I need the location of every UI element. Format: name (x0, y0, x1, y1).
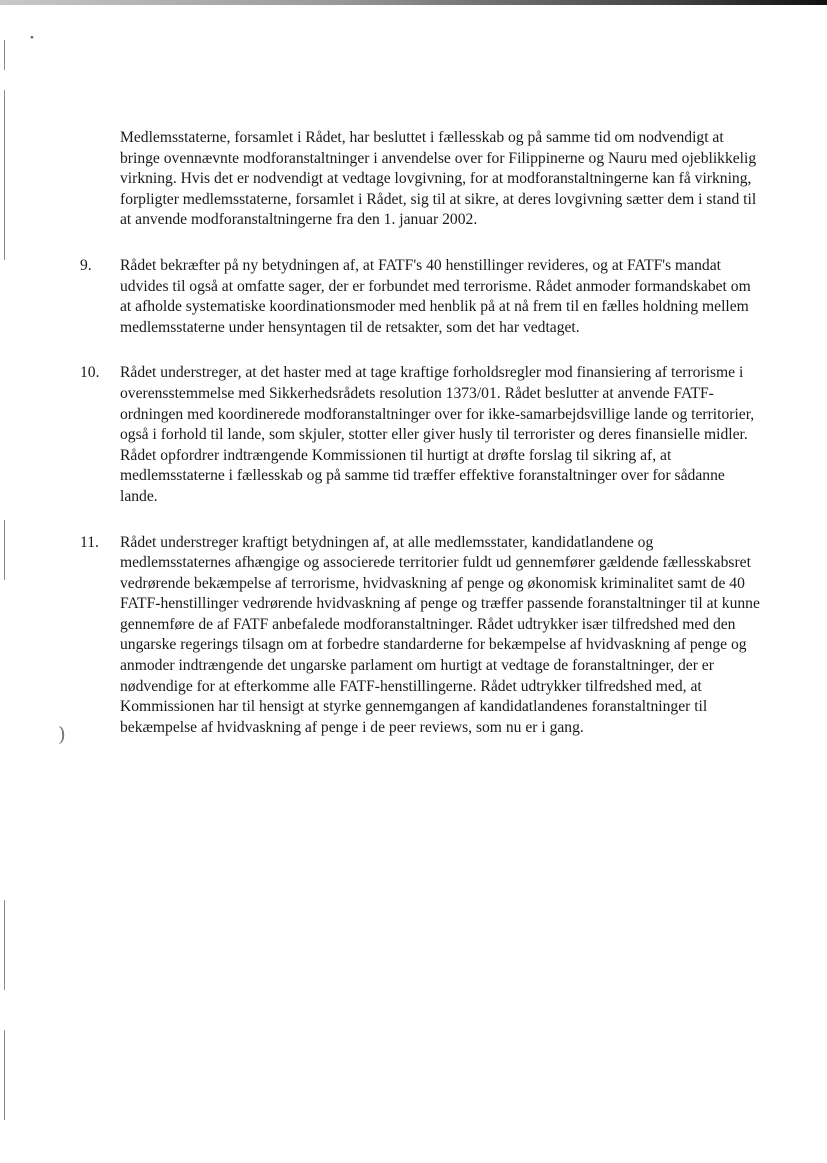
numbered-paragraph-10 (80, 363, 760, 507)
scan-artifact: ) (58, 722, 66, 746)
scan-edge-mark (4, 900, 5, 990)
scan-edge-mark (4, 1030, 5, 1120)
numbered-paragraph-9 (80, 256, 760, 338)
scan-edge-mark (4, 90, 5, 260)
numbered-paragraph-11 (80, 533, 760, 739)
scan-top-edge (0, 0, 827, 5)
paragraph-text: Rådet understreger kraftigt betydningen af, at alle medlemsstater, kandidatlandene og medlemsstaternes afhængige og associerede territorier fuldt ud gennemfører gældende fællesskabsret vedrørende bekæmpelse af terrorisme, hvidvaskning af penge og økonomisk kriminalitet samt de 40 FATF-henstillinger vedrørende hvidvaskning af penge og træffer passende foranstaltninger til at kunne gennemføre de af FATF anbefalede modforanstaltninger. Rådet udtrykker især tilfredshed med den ungarske regerings tilsagn om at forbedre standarderne for bekæmpelse af hvidvaskning af penge og anmoder indtrængende det ungarske parlament om hurtigt at vedtage de foranstaltninger, der er nødvendige for at efterkomme alle FATF-henstillingerne. Rådet udtrykker tilfredshed med, at Kommissionen har til hensigt at styrke gennemgangen af kandidatlandenes foranstaltninger til bekæmpelse af hvidvaskning af penge i de peer reviews, som nu er i gang. (120, 533, 760, 736)
scan-edge-mark (4, 520, 5, 580)
paragraph-number: 9. (80, 256, 92, 274)
paragraph-number: 11. (80, 533, 99, 551)
intro-paragraph (120, 128, 760, 231)
paragraph-text: Rådet bekræfter på ny betydningen af, at FATF's 40 henstillinger revideres, og at FATF's mandat udvides til også at omfatte sager, der er forbundet med terrorisme. Rådet anmoder formandskabet om at afholde systematiske koordinationsmoder med henblik på at nå frem til en fælles holdning mellem medlemsstaterne under hensyntagen til de retsakter, som det har vedtaget. (120, 256, 751, 336)
paragraph-number: 10. (80, 364, 100, 382)
document-body (80, 128, 760, 763)
paragraph-text: Rådet understreger, at det haster med at tage kraftige forholdsregler mod finansiering af terrorisme i overensstemmelse med Sikkerhedsrådets resolution 1373/01. Rådet beslutter at anvende FATF-ordningen med koordinerede modforanstaltninger over for ikke-samarbejdsvillige lande og territorier, også i forhold til lande, som skjuler, stotter eller giver husly til terrorister og deres finansielle midler. Rådet opfordrer indtrængende Kommissionen til hurtigt at drøfte forslag til sikring af, at medlemsstaterne i fællesskab og på samme tid træffer effektive foranstaltninger over for sådanne lande. (120, 364, 755, 505)
scan-edge-mark (4, 40, 5, 70)
scan-speck: • (30, 32, 34, 44)
intro-paragraph-text: Medlemsstaterne, forsamlet i Rådet, har besluttet i fællesskab og på samme tid om nodvendigt at bringe ovennævnte modforanstaltninger i anvendelse over for Filippinerne og Nauru med ojeblikkelig virkning. Hvis det er nodvendigt at vedtage lovgivning, for at modforanstaltningerne kan få virkning, forpligter medlemsstaterne, forsamlet i Rådet, sig til at sikre, at deres lovgivning sætter dem i stand til at anvende modforanstaltningerne fra den 1. januar 2002. (120, 129, 757, 229)
